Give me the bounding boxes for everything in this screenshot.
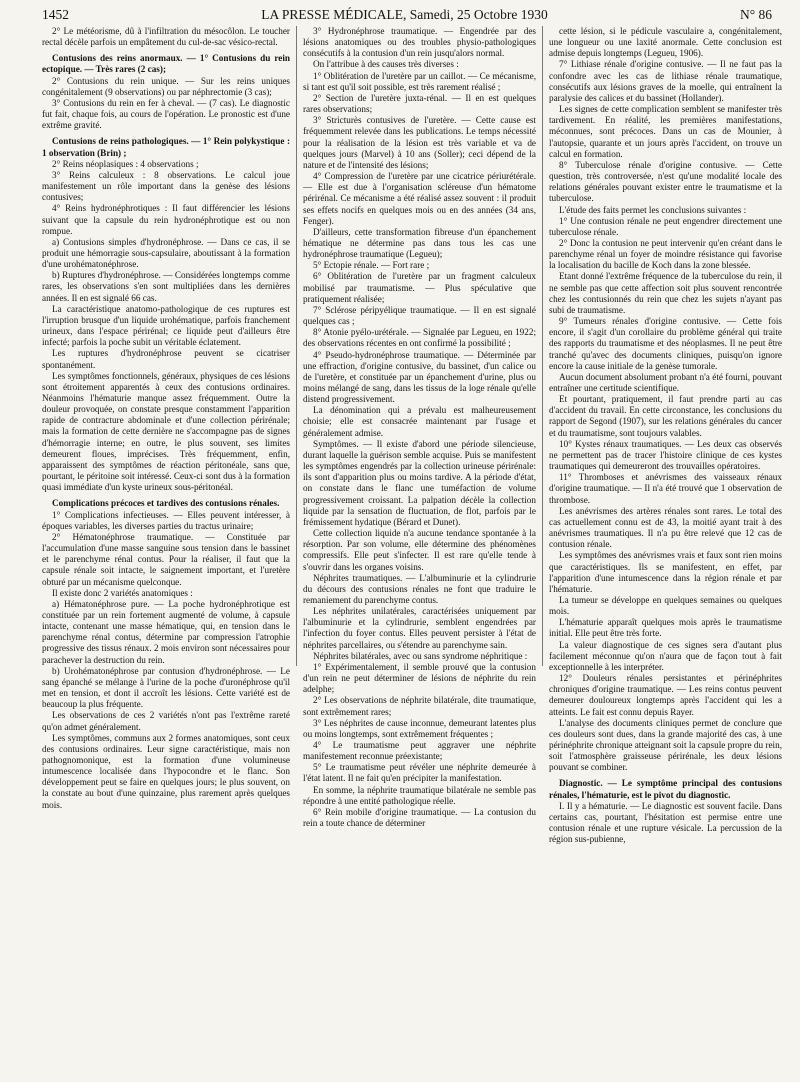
paragraph: 7° Lithiase rénale d'origine contusive. — Il ne faut pas la confondre avec les cas de lithiase rénale traumatique, consécutifs aux lésions graves de la moelle, qui entraînent la paralysie des calices et du bassinet (Hollander). [549, 59, 782, 103]
page-header [42, 4, 772, 26]
paragraph: 3° Contusions du rein en fer à cheval. — (7 cas). Le diagnostic fut fait, chaque fois, au cours de l'opération. Le pronostic est d'une extrême gravité. [42, 97, 290, 131]
paragraph: 4° Reins hydronéphrotiques : Il faut différencier les lésions suivant que la capsule du rein hydronéphrotique est ou non rompue. [42, 203, 290, 236]
paragraph: Les observations de ces 2 variétés n'ont pas l'extrême rareté qu'on admet généralement. [42, 710, 290, 732]
paragraph: Néphrites bilatérales, avec ou sans syndrome néphritique : [313, 650, 528, 661]
paragraph: 7° Sclérose péripyélique traumatique. — Il en est signalé quelques cas ; [303, 304, 536, 327]
paragraph: 2° Section de l'uretère juxta-rénal. — Il en est quelques rares observations; [303, 92, 536, 115]
paragraph: Et pourtant, pratiquement, il faut prendre parti au cas d'accident du travail. En cette circonstance, les conclusions du rapport de Segond (1907), sur les relations générales du cancer et du traumatisme, sont toujours valables. [549, 394, 782, 438]
paragraph: L'analyse des documents cliniques permet de conclure que ces douleurs sont dues, dans la grande majorité des cas, à une périnéphrite chronique atteignant soit la capsule propre du rein, soit l'atmosphère graisseuse périrénale, les deux lésions pouvant se combiner. [549, 717, 782, 773]
paragraph: Contusions des reins anormaux. — 1° Contusions du rein ectopique. — Très rares (2 cas); [42, 53, 290, 75]
paragraph: 1° Oblitération de l'uretère par un caillot. — Ce mécanisme, si tant est qu'il soit possible, est très rarement réalisé ; [303, 70, 536, 92]
text-columns [42, 26, 782, 1076]
paragraph: Complications précoces et tardives des contusions rénales. [52, 498, 280, 509]
paragraph: 2° Les observations de néphrite bilatérale, dite traumatique, sont extrêmement rares; [303, 695, 536, 717]
paragraph: La tumeur se développe en quelques semaines ou quelques mois. [549, 594, 782, 617]
paragraph: D'ailleurs, cette transformation fibreuse d'un épanchement hématique ne détermine pas dans tous les cas une hydronéphrose traumatique (Legueu); [303, 226, 536, 260]
paragraph: Contusions de reins pathologiques. — 1° Rein polykystique : 1 observation (Brin) ; [42, 136, 290, 158]
paragraph: La valeur diagnostique de ces signes sera d'autant plus facilement méconnue qu'on n'aura que de façon tout à fait exceptionnelle à les interpréter. [549, 639, 782, 672]
paragraph: L'hématurie apparaît quelques mois après le traumatisme initial. Elle peut être très forte. [549, 617, 782, 639]
paragraph: a) Contusions simples d'hydronéphrose. — Dans ce cas, il se produit une hémorragie sous-capsulaire, aboutissant à la formation d'une urohématonéphrose. [42, 236, 290, 270]
paragraph: 11° Thromboses et anévrismes des vaisseaux rénaux d'origine traumatique. — Il n'a été trouvé que 1 observation de thrombose. [549, 472, 782, 505]
paragraph: Les ruptures d'hydronéphrose peuvent se cicatriser spontanément. [42, 348, 290, 370]
paragraph: En somme, la néphrite traumatique bilatérale ne semble pas répondre à une entité pathologique réelle. [303, 784, 536, 806]
paragraph: 5° Le traumatisme peut révéler une néphrite demeurée à l'état latent. Il ne fait qu'en précipiter la manifestation. [303, 762, 536, 784]
paragraph: Symptômes. — Il existe d'abord une période silencieuse, durant laquelle la guérison semble acquise. Puis se manifestent les symptômes engendrés par la collection urineuse périrénale: ils sont d'apparition plus ou moins tardive. A la période d'état, on constate dans le flanc une tuméfaction de volume progressivement croissant. La palpation décèle la collection liquide par la sensation de fluctuation, de flot, parfois par le frémissement hydatique (Bérard et Dunet). [303, 438, 536, 527]
paragraph: 2° Donc la contusion ne peut intervenir qu'en créant dans le parenchyme rénal un foyer de moindre résistance qui favorise la localisation du bacille de Koch dans la zone blessée. [549, 237, 782, 271]
paragraph: b) Urohématonéphrose par contusion d'hydronéphrose. — Le sang épanché se mélange à l'urine de la poche d'uronéphrose qu'il met en tension, et dont il accroît les lésions. Cette variété est de beaucoup la plus fréquente. [42, 665, 290, 710]
paragraph: 3° Hydronéphrose traumatique. — Engendrée par des lésions anatomiques ou des troubles physio-pathologiques consécutifs à la contusion d'un rein jusqu'alors normal. [303, 26, 536, 59]
paragraph: Les signes de cette complication semblent se manifester très tardivement. En réalité, les premières manifestations, méconnues, sont précoces. Dans un cas de Mounier, à l'autopsie, quarante et un jours après l'accident, on trouve un calcul en formation. [549, 104, 782, 159]
paragraph: Les symptômes, communs aux 2 formes anatomiques, sont ceux des contusions ordinaires. Leur signe caractéristique, mais non pathognomonique, est la formation d'une volumineuse intumescence localisée dans l'hypocondre et le flanc. Son développement peut se faire en quelques jours; le plus souvent, on la constate au bout d'une quinzaine, plus rarement après quelques mois. [42, 732, 290, 810]
paragraph: 1° Complications infectieuses. — Elles peuvent intéresser, à époques variables, les diverses parties du tractus urinaire; [42, 509, 290, 531]
paragraph: Les symptômes des anévrismes vrais et faux sont rien moins que caractéristiques. Ils se manifestent, en effet, par l'apparition d'une intumescence dans la région rénale et par l'hématurie. [549, 550, 782, 594]
paragraph: 2° Hématonéphrose traumatique. — Constituée par l'accumulation d'une masse sanguine sous tension dans le bassinet et le parenchyme rénal contus. Pour la réaliser, il faut que la capsule rénale soit intacte, le saignement important, et l'uretère obturé par un mécanisme quelconque. [42, 531, 290, 587]
column-right [549, 26, 782, 1076]
paragraph: Cette collection liquide n'a aucune tendance spontanée à la résorption. Par son volume, elle détermine des phénomènes compressifs. Elle peut s'infecter. Il est rare qu'elle tende à s'ouvrir dans les organes voisins. [303, 528, 536, 572]
paragraph: 3° Les néphrites de cause inconnue, demeurant latentes plus ou moins longtemps, sont extrêmement fréquentes ; [303, 717, 536, 739]
paragraph: 10° Kystes rénaux traumatiques. — Les deux cas observés ne permettent pas de tracer l'histoire clinique de ces kystes traumatiques qui demeureront des trouvailles opératoires. [549, 438, 782, 472]
paragraph: b) Ruptures d'hydronéphrose. — Considérées longtemps comme rares, les observations s'en sont multipliées dans les dernières années. Il en est signalé 66 cas. [42, 270, 290, 303]
paragraph: Etant donné l'extrême fréquence de la tuberculose du rein, il ne semble pas que cette affection soit plus souvent rencontrée chez les contusionnés du rein que chez les sujets n'ayant pas subi de traumatisme. [549, 271, 782, 315]
issue-number: N° 86 [739, 7, 772, 22]
paragraph: Les anévrismes des artères rénales sont rares. Le total des cas actuellement connu est de 43, la moitié ayant trait à des anévrismes traumatiques. Il n'a pu être relevé que 12 cas de contusion rénale. [549, 505, 782, 550]
paragraph: Diagnostic. — Le symptôme principal des contusions rénales, l'hématurie, est le pivot du diagnostic. [549, 778, 782, 800]
paragraph: Les symptômes fonctionnels, généraux, physiques de ces lésions sont étroitement apparentés à ceux des contusions ordinaires. Néanmoins l'hématurie manque assez fréquemment. Outre la douleur provoquée, on constate presque constamment l'apparition rapide de contracture abdominale et d'une collection périrénale; mais la formation de cette dernière ne s'accompagne pas de signes d'hémorragie interne; en outre, le plus souvent, ses limites demeurent floues, imprécises. Très fréquemment, enfin, apparaissent des symptômes de réaction péritonéale, sans que, pourtant, le péritoine soit intéressé. Ceux-ci sont dus à la formation quasi immédiate d'un kyste urineux sous-péritonéal. [42, 370, 290, 493]
journal-title: LA PRESSE MÉDICALE, Samedi, 25 Octobre 1930 [261, 7, 548, 22]
paragraph: La caractéristique anatomo-pathologique de ces ruptures est l'irruption brusque d'un liquide urohématique, parfois franchement urineux, dans l'espace périrénal; ce liquide peut d'ailleurs être infecté; parfois la poche subit un véritable éclatement. [42, 303, 290, 348]
paragraph: 2° Le météorisme, dû à l'infiltration du mésocôlon. Le toucher rectal décèle parfois un empâtement du cul-de-sac vésico-rectal. [42, 26, 290, 48]
paragraph: 1° Expérimentalement, il semble prouvé que la contusion d'un rein ne peut déterminer de lésions de néphrite du rein adelphe; [303, 661, 536, 695]
paragraph: 8° Tuberculose rénale d'origine contusive. — Cette question, très controversée, n'est qu'une modalité locale des relations générales pouvant exister entre le traumatisme et la tuberculose. [549, 159, 782, 204]
paragraph: 1° Une contusion rénale ne peut engendrer directement une tuberculose rénale. [549, 215, 782, 237]
column-rule [296, 26, 297, 666]
paragraph: La dénomination qui a prévalu est malheureusement choisie; elle est consacrée maintenant par l'usage et généralement admise. [303, 405, 536, 438]
paragraph: 6° Oblitération de l'uretère par un fragment calculeux mobilisé par traumatisme. — Plus spéculative que pratiquement réalisée; [303, 271, 536, 304]
paragraph: 3° Stricturès contusives de l'uretère. — Cette cause est fréquemment relevée dans les publications. Le temps nécessité pour la réalisation de la lésion est très variable et va de quelques jours (Marvel) à 10 ans (Soller); ceci dépend de la nature et de l'intensité des lésions; [303, 115, 536, 170]
paragraph: 5° Ectopie rénale. — Fort rare ; [313, 260, 430, 271]
paragraph: 2° Contusions du rein unique. — Sur les reins uniques congénitalement (9 observations) ou par néphrectomie (3 cas); [42, 75, 290, 97]
paragraph: I. Il y a hématurie. — Le diagnostic est souvent facile. Dans certains cas, pourtant, l'hésitation est permise entre une contusion rénale et une rupture vésicale. La percussion de la région sus-pubienne, [549, 800, 782, 845]
paragraph: 8° Atonie pyélo-urétérale. — Signalée par Legueu, en 1922; des observations récentes en ont confirmé la possibilité ; [303, 327, 536, 349]
paragraph: 6° Rein mobile d'origine traumatique. — La contusion du rein a toute chance de déterminer [303, 806, 536, 829]
paragraph: cette lésion, si le pédicule vasculaire a, congénitalement, une longueur ou une laxité anormale. Cette conclusion est admise depuis longtemps (Legueu, 1906). [549, 26, 782, 59]
paragraph: On l'attribue à des causes très diverses : [313, 59, 459, 70]
paragraph: Néphrites traumatiques. — L'albuminurie et la cylindrurie du décours des contusions rénales ne font que traduire le remaniement du parenchyme contus. [303, 572, 536, 605]
column-rule [542, 26, 543, 666]
paragraph: Les néphrites unilatérales, caractérisées uniquement par l'albuminurie et la cylindrurie, semblent engendrées par l'infection du foyer contus. Elles peuvent persister à l'état de néphrites parcellaires, ou s'étendre au parenchyme sain. [303, 606, 536, 650]
paragraph: Aucun document absolument probant n'a été fourni, pouvant entraîner une certitude scientifique. [549, 371, 782, 393]
paragraph: L'étude des faits permet les conclusions suivantes : [559, 204, 747, 215]
paragraph: 9° Tumeurs rénales d'origine contusive. — Cette fois encore, il s'agit d'un corollaire du problème général qui traite des rapports du traumatisme et des néoplasmes. Il ne peut être tranché qu'avec des documents cliniques, puisqu'on ignore encore la cause initiale de la genèse tumorale. [549, 316, 782, 371]
column-left [42, 26, 290, 1076]
paragraph: Il existe donc 2 variétés anatomiques : [52, 587, 193, 598]
paragraph: 3° Reins calculeux : 8 observations. Le calcul joue manifestement un rôle important dans la genèse des lésions contusives; [42, 169, 290, 203]
paragraph: 4° Le traumatisme peut aggraver une néphrite manifestement reconnue préexistante; [303, 740, 536, 762]
column-middle [303, 26, 536, 1076]
paragraph: 12° Douleurs rénales persistantes et périnéphrites chroniques d'origine traumatique. — Les reins contus peuvent demeurer douloureux longtemps après l'accident qui les a atteints. Le fait est connu depuis Rayer. [549, 673, 782, 717]
paragraph: 4° Pseudo-hydronéphrose traumatique. — Déterminée par une effraction, d'origine contusive, du bassinet, d'un calice ou de l'uretère, et constituée par un épanchement d'urine, plus ou moins mélangé de sang, dans les tissus de la loge rénale qu'elle distend progressivement. [303, 349, 536, 405]
paragraph: 4° Compression de l'uretère par une cicatrice périurétérale. — Elle est due à l'organisation scléreuse d'un hématome périrénal. Ce mécanisme a été réalisé assez souvent : il produit ses effets nocifs en quelques mois ou en des années (34 ans, Fenger). [303, 171, 536, 226]
paragraph: a) Hématonéphrose pure. — La poche hydronéphrotique est constituée par un rein fortement augmenté de volume, à capsule intacte, contenant une masse hématique, qui, en tension dans le parenchyme rénal contus, détermine par compression l'atrophie progressive des tissus rénaux. 2 mois environ sont nécessaires pour parachever la destruction du rein. [42, 598, 290, 665]
page-number: 1452 [42, 7, 69, 22]
paragraph: 2° Reins néoplasiques : 4 observations ; [52, 158, 199, 169]
